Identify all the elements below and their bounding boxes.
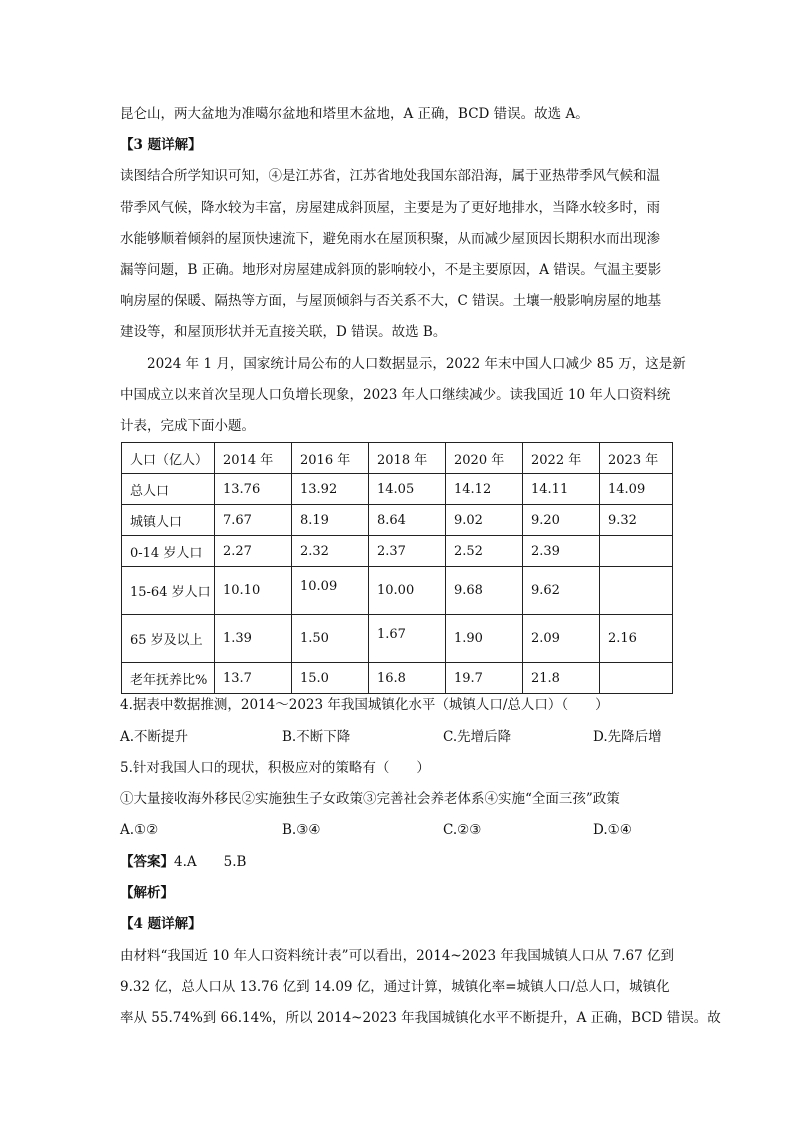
section-heading-q3: 【3 题详解】 <box>120 137 202 153</box>
table-header-cell: 2014 年 <box>215 443 292 474</box>
q4-option-a: A.不断提升 <box>120 729 189 745</box>
table-row-label: 0-14 岁人口 <box>122 536 215 567</box>
table-cell: 10.00 <box>369 567 446 615</box>
table-row-label: 老年抚养比% <box>122 663 215 694</box>
q4-option-b: B.不断下降 <box>282 729 351 745</box>
table-header-cell: 2023 年 <box>600 443 673 474</box>
table-cell: 13.92 <box>292 474 369 505</box>
intro-line: 计表，完成下面小题。 <box>120 418 255 434</box>
table-cell: 9.68 <box>446 567 523 615</box>
table-cell: 9.02 <box>446 505 523 536</box>
table-cell: 14.09 <box>600 474 673 505</box>
intro-line: 中国成立以来首次呈现人口负增长现象，2023 年人口继续减少。读我国近 10 年人口资料统 <box>120 387 671 403</box>
table-cell: 2.39 <box>523 536 600 567</box>
table-cell: 2.16 <box>600 615 673 663</box>
table-cell: 8.64 <box>369 505 446 536</box>
answer-label: 【答案】 <box>120 854 174 870</box>
table-cell: 1.67 <box>369 615 446 663</box>
table-cell: 13.76 <box>215 474 292 505</box>
paragraph-line: 响房屋的保暖、隔热等方面，与屋顶倾斜与否关系不大，C 错误。土壤一般影响房屋的地基 <box>120 293 662 309</box>
table-cell: 19.7 <box>446 663 523 694</box>
paragraph-line: 读图结合所学知识可知，④是江苏省，江苏省地处我国东部沿海，属于亚热带季风气候和温 <box>120 168 660 184</box>
paragraph-line: 水能够顺着倾斜的屋顶快速流下，避免雨水在屋顶积聚，从而减少屋顶因长期积水而出现渗 <box>120 231 660 247</box>
paragraph-line: 率从 55.74%到 66.14%，所以 2014~2023 年我国城镇化水平不断提升，A 正确，BCD 错误。故 <box>120 1010 721 1026</box>
paragraph-line: 昆仑山，两大盆地为准噶尔盆地和塔里木盆地，A 正确，BCD 错误。故选 A。 <box>120 106 589 122</box>
population-table <box>121 442 673 694</box>
table-row <box>122 474 673 505</box>
table-cell: 1.50 <box>292 615 369 663</box>
table-cell: 15.0 <box>292 663 369 694</box>
question-5-items: ①大量接收海外移民②实施独生子女政策③完善社会养老体系④实施“全面三孩”政策 <box>120 791 620 807</box>
table-header-cell: 人口（亿人） <box>122 443 215 474</box>
paragraph-line: 建设等，和屋顶形状并无直接关联，D 错误。故选 B。 <box>120 324 447 340</box>
question-5-stem: 5.针对我国人口的现状，积极应对的策略有（ ） <box>120 760 430 776</box>
table-cell: 16.8 <box>369 663 446 694</box>
table-cell: 2.09 <box>523 615 600 663</box>
table-row <box>122 505 673 536</box>
intro-line: 2024 年 1 月，国家统计局公布的人口数据显示，2022 年末中国人口减少 85 万，这是新 <box>147 356 686 372</box>
table-cell: 14.12 <box>446 474 523 505</box>
table-row <box>122 615 673 663</box>
table-cell: 14.05 <box>369 474 446 505</box>
table-cell: 10.10 <box>215 567 292 615</box>
section-heading-q4: 【4 题详解】 <box>120 916 202 932</box>
table-row-label: 城镇人口 <box>122 505 215 536</box>
question-4-stem: 4.据表中数据推测，2014～2023 年我国城镇化水平（城镇人口/总人口）（ ） <box>120 697 609 713</box>
table-cell: 1.90 <box>446 615 523 663</box>
table-cell: 2.37 <box>369 536 446 567</box>
table-cell <box>600 567 673 615</box>
table-row-label: 15-64 岁人口 <box>122 567 215 615</box>
paragraph-line: 带季风气候，降水较为丰富，房屋建成斜顶屋，主要是为了更好地排水，当降水较多时，雨 <box>120 200 660 216</box>
table-row <box>122 536 673 567</box>
table-cell: 2.27 <box>215 536 292 567</box>
table-cell: 1.39 <box>215 615 292 663</box>
table-row-label: 总人口 <box>122 474 215 505</box>
table-cell: 9.32 <box>600 505 673 536</box>
table-cell: 13.7 <box>215 663 292 694</box>
table-cell: 2.32 <box>292 536 369 567</box>
table-header-cell: 2016 年 <box>292 443 369 474</box>
q4-option-d: D.先降后增 <box>593 729 662 745</box>
table-header-cell: 2020 年 <box>446 443 523 474</box>
table-header-cell: 2018 年 <box>369 443 446 474</box>
table-cell: 9.62 <box>523 567 600 615</box>
table-cell: 2.52 <box>446 536 523 567</box>
table-header-cell: 2022 年 <box>523 443 600 474</box>
table-cell: 21.8 <box>523 663 600 694</box>
q5-option-d: D.①④ <box>593 822 632 838</box>
table-cell <box>600 536 673 567</box>
answer-line <box>120 852 246 872</box>
paragraph-line: 9.32 亿，总人口从 13.76 亿到 14.09 亿，通过计算，城镇化率=城镇人口/总人口，城镇化 <box>120 979 670 995</box>
paragraph-line: 漏等问题，B 正确。地形对房屋建成斜顶的影响较小，不是主要原因，A 错误。气温主要影 <box>120 262 662 278</box>
table-cell: 9.20 <box>523 505 600 536</box>
table-row <box>122 567 673 615</box>
table-cell: 8.19 <box>292 505 369 536</box>
q5-option-a: A.①② <box>120 822 159 838</box>
analysis-label: 【解析】 <box>120 885 174 901</box>
q5-option-c: C.②③ <box>443 822 482 838</box>
q5-option-b: B.③④ <box>282 822 321 838</box>
paragraph-line: 由材料“我国近 10 年人口资料统计表”可以看出，2014~2023 年我国城镇人口从 7.67 亿到 <box>120 948 675 964</box>
answer-text: 4.A 5.B <box>174 854 247 870</box>
table-cell: 7.67 <box>215 505 292 536</box>
table-cell: 10.09 <box>292 567 369 615</box>
table-row <box>122 663 673 694</box>
table-header-row <box>122 443 673 474</box>
table-row-label: 65 岁及以上 <box>122 615 215 663</box>
table-cell: 14.11 <box>523 474 600 505</box>
q4-option-c: C.先增后降 <box>443 729 512 745</box>
table-cell <box>600 663 673 694</box>
